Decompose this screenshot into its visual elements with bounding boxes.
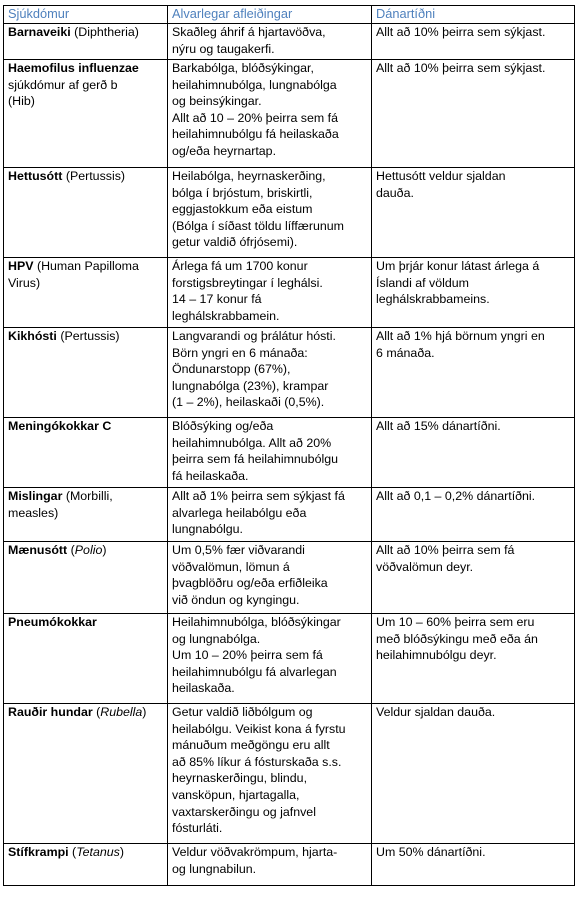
mortality-cell: [372, 704, 575, 844]
effects-line: leghálskrabbamein.: [172, 308, 280, 323]
vaccine-disease-table: [3, 5, 575, 886]
effects-line: heilaskaða.: [172, 681, 235, 696]
effects-line: lungnabólgu.: [172, 522, 243, 537]
effects-line: 14 – 17 konur fá: [172, 292, 262, 307]
effects-line: Um 0,5% fær viðvarandi: [172, 543, 305, 557]
disease-name-line: sjúkdómur af gerð b: [8, 77, 118, 92]
disease-cell: [4, 614, 168, 704]
effects-line: Heilahimnubólga, blóðsýkingar: [172, 615, 341, 629]
mortality-cell: [372, 614, 575, 704]
mortality-line: Allt að 10% þeirra sem fá: [376, 543, 515, 557]
mortality-cell: [372, 60, 575, 168]
effects-cell: [168, 614, 372, 704]
header-row: [4, 6, 575, 24]
effects-line: vaxtarskerðingu og jafnvel: [172, 804, 316, 819]
effects-line: fá heilaskaða.: [172, 468, 249, 483]
effects-line: vöðvalömun, lömun á: [172, 559, 290, 574]
effects-cell: [168, 168, 372, 258]
disease-cell: [4, 168, 168, 258]
effects-line: Allt að 10 – 20% þeirra sem fá: [172, 110, 338, 125]
effects-line: vansköpun, hjartagalla,: [172, 787, 300, 802]
mortality-cell: [372, 488, 575, 542]
effects-line: og lungnabilun.: [172, 861, 257, 876]
effects-line: að 85% líkur á fósturskaða s.s.: [172, 754, 342, 769]
effects-line: Heilabólga, heyrnaskerðing,: [172, 169, 326, 183]
disease-latin-name: (Pertussis): [60, 329, 120, 343]
disease-name: Mænusótt: [8, 543, 68, 557]
disease-cell: Rauðir hundar (Rubella): [4, 704, 168, 844]
effects-line: Börn yngri en 6 mánaða:: [172, 345, 308, 360]
disease-name: HPV: [8, 259, 34, 273]
effects-line: Um 10 – 20% þeirra sem fá: [172, 648, 323, 663]
disease-name: Haemofilus influenzae: [8, 61, 139, 75]
disease-name: Rauðir hundar: [8, 705, 93, 719]
mortality-line: heilahimnubólgu deyr.: [376, 648, 497, 663]
effects-cell: [168, 258, 372, 328]
mortality-line: Allt að 0,1 – 0,2% dánartíðni.: [376, 489, 536, 503]
disease-name: Stífkrampi: [8, 845, 69, 859]
mortality-line: Allt að 1% hjá börnum yngri en: [376, 329, 545, 343]
disease-latin-name: (Diphtheria): [74, 25, 139, 39]
mortality-cell: [372, 328, 575, 418]
effects-line: (Bólga í síðast töldu líffærunum: [172, 218, 344, 233]
effects-line: fósturláti.: [172, 821, 223, 836]
disease-latin-name: Tetanus: [76, 845, 120, 859]
mortality-line: 6 mánaða.: [376, 345, 435, 360]
effects-line: þvagblöðru og/eða erfiðleika: [172, 576, 328, 591]
effects-line: Langvarandi og þrálátur hósti.: [172, 329, 336, 343]
effects-line: lungnabólga (23%), krampar: [172, 378, 329, 393]
effects-line: heilahimnubólga, lungnabólga: [172, 77, 337, 92]
disease-name: Hettusótt: [8, 169, 63, 183]
mortality-cell: [372, 844, 575, 886]
mortality-line: Allt að 15% dánartíðni.: [376, 419, 501, 433]
effects-line: nýru og taugakerfi.: [172, 41, 275, 56]
mortality-line: Allt að 10% þeirra sem sýkjast.: [376, 25, 546, 39]
header-disease: Sjúkdómur: [4, 6, 168, 24]
effects-line: eggjastokkum eða eistum: [172, 202, 313, 217]
disease-cell: Mænusótt (Polio): [4, 542, 168, 614]
disease-latin-name: Rubella: [100, 705, 143, 719]
effects-line: heilahimnubólgu fá alvarlegan: [172, 664, 337, 679]
effects-line: getur valdið ófrjósemi).: [172, 235, 298, 250]
disease-name-line: measles): [8, 505, 59, 520]
disease-name-line: Virus): [8, 275, 41, 290]
disease-cell: [4, 418, 168, 488]
effects-line: heilahimnubólgu fá heilaskaða: [172, 127, 339, 142]
disease-name-line: (Hib): [8, 94, 35, 109]
mortality-line: Um 10 – 60% þeirra sem eru: [376, 615, 535, 629]
disease-name: Mislingar: [8, 489, 63, 503]
effects-line: (1 – 2%), heilaskaði (0,5%).: [172, 395, 325, 410]
effects-line: alvarlega heilabólgu eða: [172, 505, 307, 520]
mortality-cell: [372, 258, 575, 328]
effects-line: þeirra sem fá heilahimnubólgu: [172, 452, 338, 467]
mortality-cell: [372, 418, 575, 488]
disease-latin-name: (Morbilli,: [65, 489, 113, 503]
mortality-cell: [372, 542, 575, 614]
effects-line: og lungnabólga.: [172, 631, 261, 646]
table-row: [4, 542, 575, 614]
effects-line: Árlega fá um 1700 konur: [172, 259, 308, 273]
effects-line: og/eða heyrnartap.: [172, 143, 277, 158]
mortality-line: Um 50% dánartíðni.: [376, 845, 486, 859]
mortality-line: Hettusótt veldur sjaldan: [376, 169, 506, 183]
table-row: [4, 328, 575, 418]
table-row: [4, 418, 575, 488]
effects-line: heyrnaskerðingu, blindu,: [172, 771, 308, 786]
table-row: [4, 168, 575, 258]
mortality-line: vöðvalömun deyr.: [376, 559, 474, 574]
effects-line: Getur valdið liðbólgum og: [172, 705, 313, 719]
effects-cell: [168, 24, 372, 60]
disease-name: Barnaveiki: [8, 25, 71, 39]
effects-cell: [168, 542, 372, 614]
mortality-line: leghálskrabbameins.: [376, 292, 490, 307]
disease-latin-name: (Pertussis): [65, 169, 126, 183]
disease-cell: [4, 488, 168, 542]
effects-cell: [168, 488, 372, 542]
effects-cell: [168, 60, 372, 168]
effects-cell: [168, 418, 372, 488]
disease-latin-name: Polio: [74, 543, 103, 557]
table-row: [4, 60, 575, 168]
disease-name: Meningókokkar C: [8, 419, 112, 433]
table-row: [4, 844, 575, 886]
mortality-line: dauða.: [376, 185, 414, 200]
mortality-cell: [372, 24, 575, 60]
header-mortality: Dánartíðni: [372, 6, 575, 24]
effects-line: Allt að 1% þeirra sem sýkjast fá: [172, 489, 345, 503]
table-row: [4, 614, 575, 704]
mortality-cell: [372, 168, 575, 258]
effects-line: mánuðum meðgöngu eru allt: [172, 738, 330, 753]
effects-line: og beinsýkingar.: [172, 94, 262, 109]
table-row: [4, 488, 575, 542]
effects-line: við öndun og kyngingu.: [172, 592, 300, 607]
mortality-line: Íslandi af völdum: [376, 275, 469, 290]
disease-cell: [4, 258, 168, 328]
effects-line: Öndunarstopp (67%),: [172, 362, 291, 377]
disease-name: Kikhósti: [8, 329, 57, 343]
effects-line: bólga í brjóstum, briskirtli,: [172, 185, 313, 200]
mortality-line: Veldur sjaldan dauða.: [376, 705, 496, 719]
table-row: [4, 704, 575, 844]
effects-line: heilahimnubólga. Allt að 20%: [172, 435, 332, 450]
effects-line: Veldur vöðvakrömpum, hjarta-: [172, 845, 338, 859]
disease-cell: [4, 328, 168, 418]
effects-cell: [168, 844, 372, 886]
effects-line: Blóðsýking og/eða: [172, 419, 274, 433]
effects-cell: [168, 328, 372, 418]
effects-cell: [168, 704, 372, 844]
disease-cell: [4, 60, 168, 168]
effects-line: heilabólgu. Veikist kona á fyrstu: [172, 721, 346, 736]
disease-name: Pneumókokkar: [8, 615, 97, 629]
effects-line: Barkabólga, blóðsýkingar,: [172, 61, 314, 75]
header-effects: Alvarlegar afleiðingar: [168, 6, 372, 24]
effects-line: forstigsbreytingar í leghálsi.: [172, 275, 323, 290]
mortality-line: Allt að 10% þeirra sem sýkjast.: [376, 61, 546, 75]
table-row: [4, 258, 575, 328]
mortality-line: með blóðsýkingu með eða án: [376, 631, 538, 646]
table-row: [4, 24, 575, 60]
disease-cell: Stífkrampi (Tetanus): [4, 844, 168, 886]
disease-cell: [4, 24, 168, 60]
disease-latin-name: (Human Papilloma: [36, 259, 139, 273]
mortality-line: Um þrjár konur látast árlega á: [376, 259, 540, 273]
effects-line: Skaðleg áhrif á hjartavöðva,: [172, 25, 326, 39]
